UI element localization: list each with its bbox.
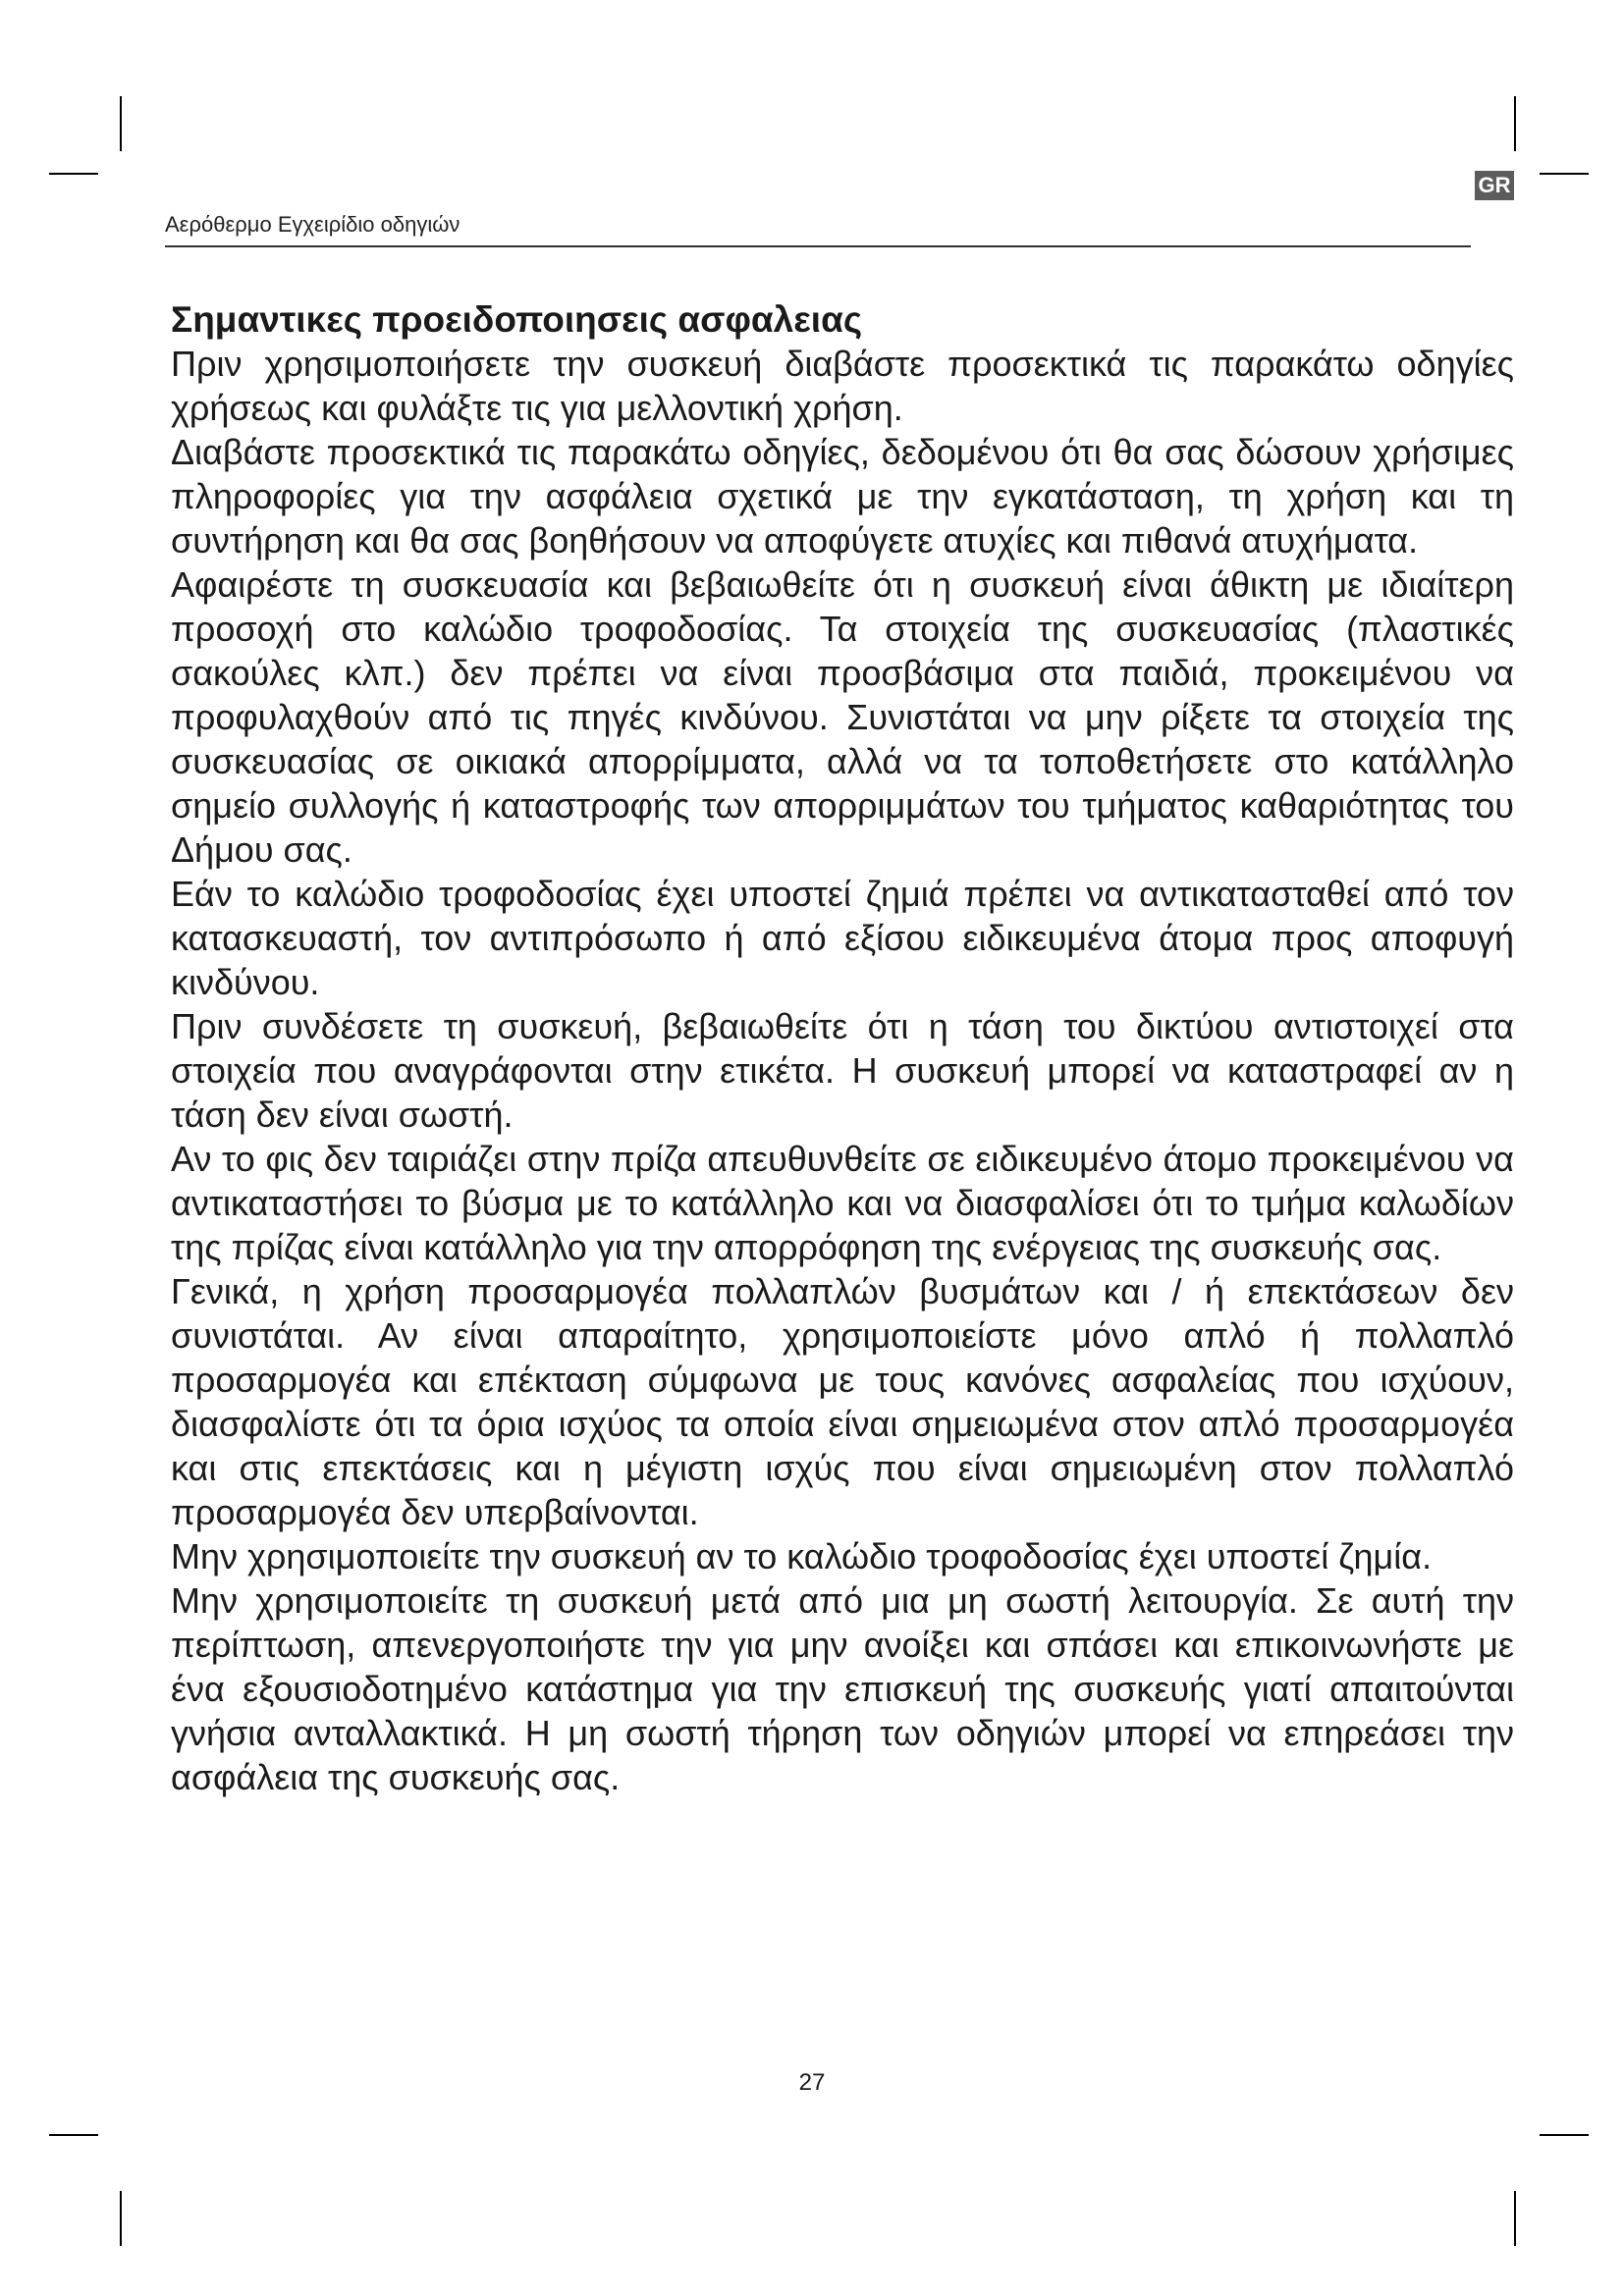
crop-mark-top-right-horizontal: [1540, 173, 1589, 175]
paragraph: Μην χρησιμοποιείτε την συσκευή αν το καλώδιο τροφοδοσίας έχει υποστεί ζημία.: [171, 1536, 1433, 1576]
crop-mark-bottom-right-vertical: [1514, 2191, 1516, 2246]
paragraph: Πριν χρησιμοποιήσετε την συσκευή διαβάστε προσεκτικά τις παρακάτω οδηγίες χρήσεως και φυλάξτε τις για μελλοντική χρήση.: [171, 344, 1514, 428]
paragraph: Αν το φις δεν ταιριάζει στην πρίζα απευθυνθείτε σε ειδικευμένο άτομο προκειμένου να αντικαταστήσει το βύσμα με το κατάλληλο και να διασφαλίσει ότι το τμήμα καλωδίων της πρίζας είναι κατάλληλο για την απορρόφηση της ενέργειας της συσκευής σας.: [171, 1139, 1514, 1267]
paragraph: Εάν το καλώδιο τροφοδοσίας έχει υποστεί ζημιά πρέπει να αντικατασταθεί από τον κατασκευαστή, τον αντιπρόσωπο ή από εξίσου ειδικευμένα άτομα προς αποφυγή κινδύνου.: [171, 874, 1514, 1002]
crop-mark-bottom-right-horizontal: [1540, 2134, 1589, 2136]
header-divider: [165, 245, 1471, 247]
language-badge: GR: [1475, 171, 1514, 200]
crop-mark-bottom-left-vertical: [120, 2191, 122, 2246]
crop-mark-top-left-vertical: [120, 96, 122, 151]
running-title: Αερόθερμο Εγχειρίδιο οδηγιών: [165, 212, 460, 237]
safety-section: [171, 298, 1514, 1799]
crop-mark-top-right-vertical: [1514, 96, 1516, 151]
page-number: 27: [798, 2069, 826, 2096]
paragraph: Γενικά, η χρήση προσαρμογέα πολλαπλών βυσμάτων και / ή επεκτάσεων δεν συνιστάται. Αν είναι απαραίτητο, χρησιμοποιείστε μόνο απλό ή πολλαπλό προσαρμογέα και επέκταση σύμφωνα με τους κανόνες ασφαλείας που ισχύουν, διασφαλίστε ότι τα όρια ισχύος τα οποία είναι σημειωμένα στον απλό προσαρμογέα και στις επεκτάσεις και η μέγιστη ισχύς που είναι σημειωμένη στον πολλαπλό προσαρμογέα δεν υπερβαίνονται.: [171, 1271, 1514, 1532]
crop-mark-bottom-left-horizontal: [49, 2134, 98, 2136]
paragraph: Πριν συνδέσετε τη συσκευή, βεβαιωθείτε ότι η τάση του δικτύου αντιστοιχεί στα στοιχεία που αναγράφονται στην ετικέτα. Η συσκευή μπορεί να καταστραφεί αν η τάση δεν είναι σωστή.: [171, 1006, 1514, 1135]
section-title: Σημαντικες προειδοποιησεις ασφαλειας: [171, 299, 863, 340]
paragraph: Αφαιρέστε τη συσκευασία και βεβαιωθείτε ότι η συσκευή είναι άθικτη με ιδιαίτερη προσοχή στο καλώδιο τροφοδοσίας. Τα στοιχεία της συσκευασίας (πλαστικές σακούλες κλπ.) δεν πρέπει να είναι προσβάσιμα στα παιδιά, προκειμένου να προφυλαχθούν από τις πηγές κινδύνου. Συνιστάται να μην ρίξετε τα στοιχεία της συσκευασίας σε οικιακά απορρίμματα, αλλά να τα τοποθετήσετε στο κατάλληλο σημείο συλλογής ή καταστροφής των απορριμμάτων του τμήματος καθαριότητας του Δήμου σας.: [171, 564, 1514, 870]
paragraph: Διαβάστε προσεκτικά τις παρακάτω οδηγίες, δεδομένου ότι θα σας δώσουν χρήσιμες πληροφορίες για την ασφάλεια σχετικά με την εγκατάσταση, τη χρήση και τη συντήρηση και θα σας βοηθήσουν να αποφύγετε ατυχίες και πιθανά ατυχήματα.: [171, 432, 1514, 561]
paragraph: Μην χρησιμοποιείτε τη συσκευή μετά από μια μη σωστή λειτουργία. Σε αυτή την περίπτωση, απενεργοποιήστε την για μην ανοίξει και σπάσει και επικοινωνήστε με ένα εξουσιοδοτημένο κατάστημα για την επισκευή της συσκευής γιατί απαιτούνται γνήσια ανταλλακτικά. Η μη σωστή τήρηση των οδηγιών μπορεί να επηρεάσει την ασφάλεια της συσκευής σας.: [171, 1580, 1514, 1797]
crop-mark-top-left-horizontal: [49, 173, 98, 175]
